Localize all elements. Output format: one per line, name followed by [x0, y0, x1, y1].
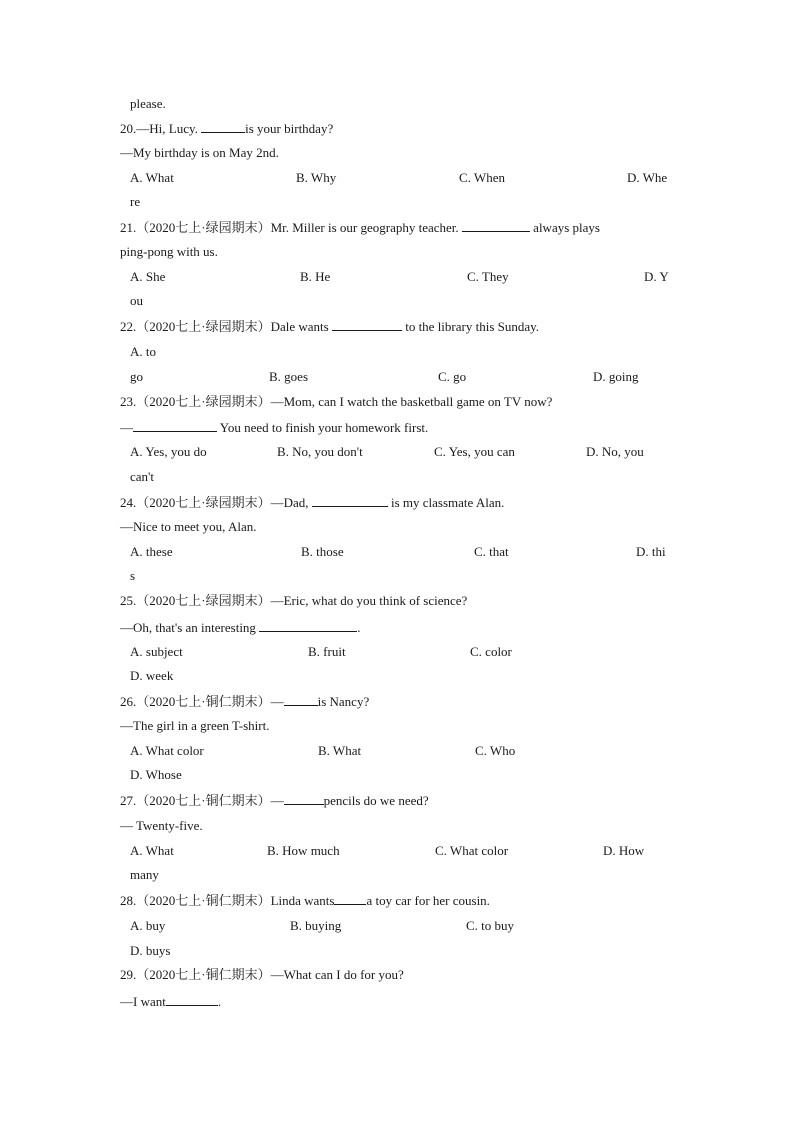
option-c: C. What color: [435, 843, 509, 858]
option-c: C. to buy: [466, 918, 515, 933]
option-wrap: can't: [130, 469, 154, 484]
line-text: 29.（2020七上·铜仁期末）—What can I do for you?: [120, 967, 404, 982]
question-20-stem: [120, 120, 333, 137]
option-d: D. Y: [644, 269, 669, 284]
option-c: C. They: [467, 269, 509, 284]
stem-post: pencils do we need?: [323, 793, 429, 808]
option-a: A. What: [130, 170, 174, 185]
question-25-reply: [120, 619, 360, 636]
line-text: —My birthday is on May 2nd.: [120, 145, 279, 160]
option-c: C. When: [459, 170, 505, 185]
option-a: A. to: [130, 344, 156, 359]
option-d: D. buys: [130, 943, 171, 958]
line-text: —Nice to meet you, Alan.: [120, 519, 257, 534]
answer-blank: [133, 419, 217, 432]
question-27-stem: [120, 792, 429, 809]
question-25-stem: [120, 593, 467, 609]
stem-pre: 22.（2020七上·绿园期末）Dale wants: [120, 319, 332, 334]
stem-post: is Nancy?: [317, 694, 370, 709]
option-a: A. subject: [130, 644, 183, 659]
stem-pre: —Oh, that's an interesting: [120, 620, 260, 635]
stem-pre: 20.—Hi, Lucy.: [120, 121, 202, 136]
option-d: D. week: [130, 668, 174, 683]
answer-blank: [284, 693, 318, 706]
option-a: A. these: [130, 544, 173, 559]
option-c: C. that: [474, 544, 509, 559]
option-wrap: ou: [130, 293, 143, 308]
option-a: A. buy: [130, 918, 166, 933]
option-d: D. How: [603, 843, 645, 858]
stem-pre: —: [120, 420, 133, 435]
answer-blank: [259, 619, 357, 632]
stem-post: to the library this Sunday.: [401, 319, 540, 334]
answer-blank: [312, 494, 388, 507]
line-text: —The girl in a green T-shirt.: [120, 718, 270, 733]
option-c: C. go: [438, 369, 467, 384]
option-d: D. Whose: [130, 767, 182, 782]
stem-pre: —I want: [120, 994, 166, 1009]
question-26-stem: [120, 693, 369, 710]
option-d: D. going: [593, 369, 639, 384]
stem-pre: 26.（2020七上·铜仁期末）—: [120, 694, 284, 709]
question-23-stem: [120, 394, 552, 410]
line-text: ping-pong with us.: [120, 244, 218, 259]
stem-pre: 21.（2020七上·绿园期末）Mr. Miller is our geography teacher.: [120, 220, 462, 235]
question-29-stem: [120, 967, 404, 983]
question-24-stem: [120, 494, 504, 511]
stem-post: .: [357, 620, 361, 635]
stem-post: .: [217, 994, 222, 1009]
question-28-stem: [120, 892, 490, 909]
question-22-stem: [120, 318, 539, 335]
stem-post: is my classmate Alan.: [387, 495, 505, 510]
stem-post: always plays: [529, 220, 600, 235]
option-b: B. No, you don't: [277, 444, 363, 459]
question-20-reply: [120, 145, 279, 161]
line-text: 23.（2020七上·绿园期末）—Mom, can I watch the basketball game on TV now?: [120, 394, 553, 409]
option-wrap: re: [130, 194, 141, 209]
answer-blank: [284, 792, 324, 805]
line-text: — Twenty-five.: [120, 818, 203, 833]
question-27-reply: [120, 818, 203, 834]
stem-post: You need to finish your homework first.: [217, 420, 429, 435]
option-a: A. She: [130, 269, 166, 284]
option-a: A. What: [130, 843, 174, 858]
line-text: please.: [130, 96, 166, 111]
question-29-reply: [120, 993, 221, 1010]
answer-blank: [201, 120, 245, 133]
option-d: D. No, you: [586, 444, 644, 459]
answer-blank: [166, 993, 218, 1006]
option-d: D. thi: [636, 544, 666, 559]
question-21-stem-cont: [120, 244, 218, 260]
question-26-reply: [120, 718, 269, 734]
option-a: A. Yes, you do: [130, 444, 207, 459]
question-23-reply: [120, 419, 428, 436]
option-c: C. Who: [475, 743, 516, 758]
stem-pre: 27.（2020七上·铜仁期末）—: [120, 793, 284, 808]
stem-pre: 24.（2020七上·绿园期末）—Dad,: [120, 495, 312, 510]
option-b: B. He: [300, 269, 331, 284]
option-b: B. buying: [290, 918, 342, 933]
question-24-reply: [120, 519, 256, 535]
answer-blank: [334, 892, 366, 905]
option-d: D. Whe: [627, 170, 668, 185]
option-a-wrap: go: [130, 369, 143, 384]
stem-post: a toy car for her cousin.: [366, 893, 490, 908]
option-b: B. fruit: [308, 644, 346, 659]
question-19-tail: [130, 96, 166, 112]
answer-blank: [332, 318, 402, 331]
option-wrap: many: [130, 867, 159, 882]
option-wrap: s: [130, 568, 136, 583]
question-21-stem: [120, 219, 600, 236]
option-b: B. How much: [267, 843, 340, 858]
option-b: B. those: [301, 544, 344, 559]
option-b: B. goes: [269, 369, 308, 384]
stem-post: is your birthday?: [245, 121, 334, 136]
answer-blank: [462, 219, 530, 232]
line-text: 25.（2020七上·绿园期末）—Eric, what do you think of science?: [120, 593, 468, 608]
stem-pre: 28.（2020七上·铜仁期末）Linda wants: [120, 893, 335, 908]
option-b: B. What: [318, 743, 362, 758]
option-c: C. color: [470, 644, 512, 659]
option-b: B. Why: [296, 170, 337, 185]
option-a: A. What color: [130, 743, 204, 758]
option-c: C. Yes, you can: [434, 444, 515, 459]
